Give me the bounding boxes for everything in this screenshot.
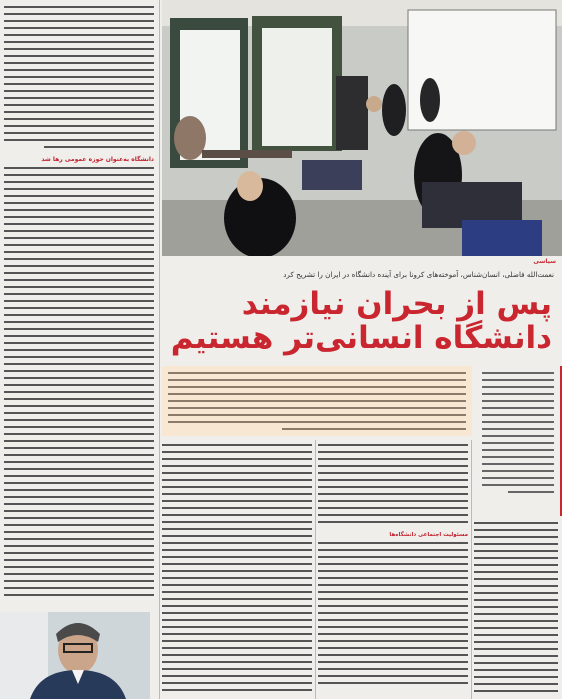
author-photo <box>0 612 150 699</box>
column-divider <box>159 0 160 699</box>
section-label: سیاسی <box>533 258 556 265</box>
body-column-1 <box>162 440 312 699</box>
photo-caption <box>162 258 562 270</box>
left-subhead: دانشگاه به‌عنوان حوزه عمومی رها شد <box>41 156 154 163</box>
headline <box>162 287 562 355</box>
column-divider <box>315 440 316 699</box>
headline-line-2: دانشگاه انسانی‌تر هستیم <box>170 320 552 356</box>
pull-quote-sidebar <box>478 366 562 516</box>
headline-line-1: پس از بحران نیازمند <box>241 286 552 322</box>
classroom-photo <box>162 0 562 256</box>
mid-subhead: مسئولیت اجتماعی دانشگاه‌ها <box>389 532 468 538</box>
body-column-3 <box>474 520 558 699</box>
intro-box <box>162 366 472 436</box>
left-column <box>0 0 158 699</box>
body-column-2 <box>318 440 468 699</box>
column-divider <box>471 440 472 699</box>
kicker: نعمت‌الله فاضلی، انسان‌شناس، آموخته‌های کرونا برای آینده دانشگاه در ایران را تشریح کرد <box>283 270 554 279</box>
